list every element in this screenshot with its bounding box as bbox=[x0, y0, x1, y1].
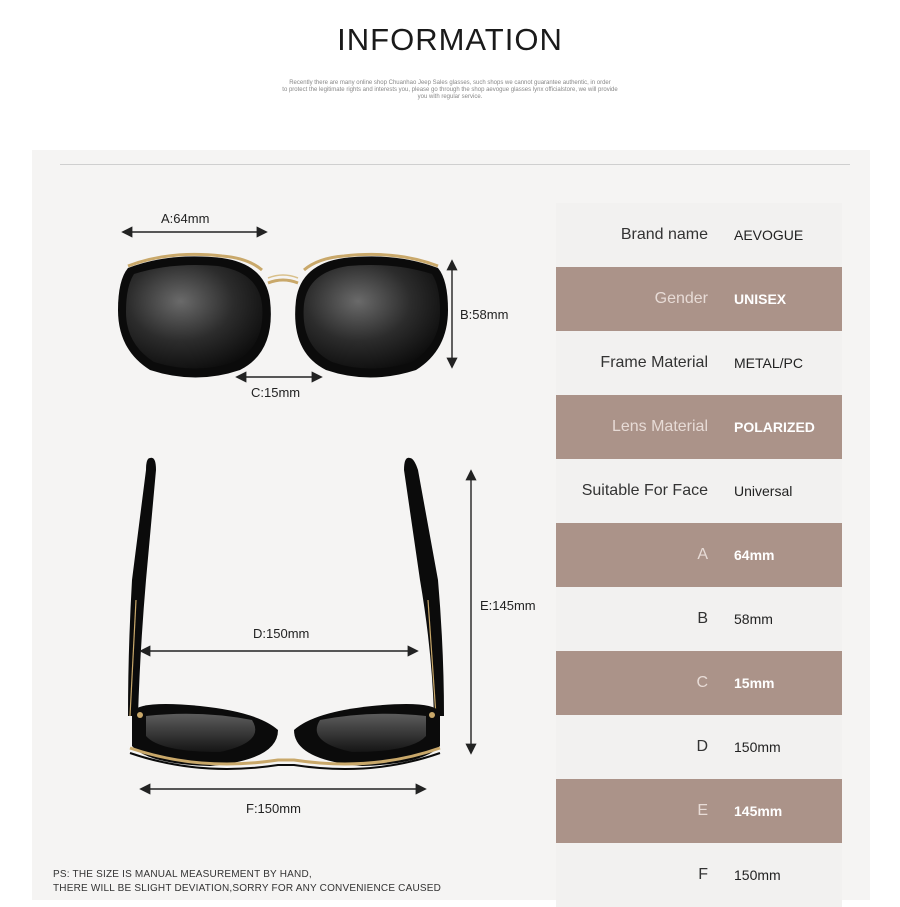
spec-value: POLARIZED bbox=[734, 419, 815, 435]
spec-key: Brand name bbox=[620, 226, 708, 243]
measurement-footnote bbox=[53, 868, 441, 896]
page-title: INFORMATION bbox=[337, 22, 563, 57]
front-view-glasses bbox=[118, 254, 448, 377]
spec-row-a bbox=[556, 523, 842, 587]
spec-value: 145mm bbox=[734, 803, 783, 819]
spec-table bbox=[556, 203, 842, 907]
spec-key: Suitable For Face bbox=[581, 482, 708, 499]
spec-row-b bbox=[556, 587, 842, 651]
spec-key: B bbox=[697, 610, 708, 627]
spec-value: 150mm bbox=[734, 867, 781, 883]
dimension-label-d: D:150mm bbox=[253, 626, 310, 641]
spec-value: 58mm bbox=[734, 611, 773, 627]
footnote-line-1: PS: THE SIZE IS MANUAL MEASUREMENT BY HAND, bbox=[53, 869, 312, 880]
dimension-label-c: C:15mm bbox=[251, 385, 301, 400]
spec-value: UNISEX bbox=[734, 291, 787, 307]
spec-row-c bbox=[556, 651, 842, 715]
notice-line-2: to protect the legitimate rights and interests you, please go through the shop aevogue glasses lynx officialstore, we will provide bbox=[282, 87, 618, 93]
spec-key: C bbox=[696, 674, 708, 691]
spec-row-d bbox=[556, 715, 842, 779]
dimension-label-b: B:58mm bbox=[460, 307, 509, 322]
notice-line-3: you with regular service. bbox=[417, 94, 483, 100]
dimension-label-a: A:64mm bbox=[161, 211, 210, 226]
spec-row-f bbox=[556, 843, 842, 907]
dimension-label-e: E:145mm bbox=[480, 598, 536, 613]
dimension-label-f: F:150mm bbox=[246, 801, 301, 816]
spec-value: 64mm bbox=[734, 547, 775, 563]
spec-row-gender bbox=[556, 267, 842, 331]
notice-line-1: Recently there are many online shop Chuanhao Jeep Sales glasses, such shops we cannot guarantee authentic, in order bbox=[289, 80, 611, 86]
spec-value: 15mm bbox=[734, 675, 775, 691]
top-view-glasses bbox=[128, 458, 444, 769]
spec-value: 150mm bbox=[734, 739, 781, 755]
spec-key: Frame Material bbox=[600, 354, 708, 371]
spec-value: Universal bbox=[734, 483, 793, 499]
spec-key: Gender bbox=[654, 290, 708, 307]
spec-row-lens-material bbox=[556, 395, 842, 459]
spec-key: F bbox=[698, 866, 708, 883]
spec-key: D bbox=[696, 738, 708, 755]
spec-row-brand-name bbox=[556, 203, 842, 267]
spec-row-frame-material bbox=[556, 331, 842, 395]
spec-value: AEVOGUE bbox=[734, 227, 804, 243]
spec-value: METAL/PC bbox=[734, 355, 803, 371]
spec-row-e bbox=[556, 779, 842, 843]
spec-key: Lens Material bbox=[611, 418, 708, 435]
spec-key: E bbox=[697, 802, 708, 819]
footnote-line-2: THERE WILL BE SLIGHT DEVIATION,SORRY FOR ANY CONVENIENCE CAUSED bbox=[53, 883, 442, 894]
spec-key: A bbox=[697, 546, 708, 563]
spec-row-suitable-for-face bbox=[556, 459, 842, 523]
